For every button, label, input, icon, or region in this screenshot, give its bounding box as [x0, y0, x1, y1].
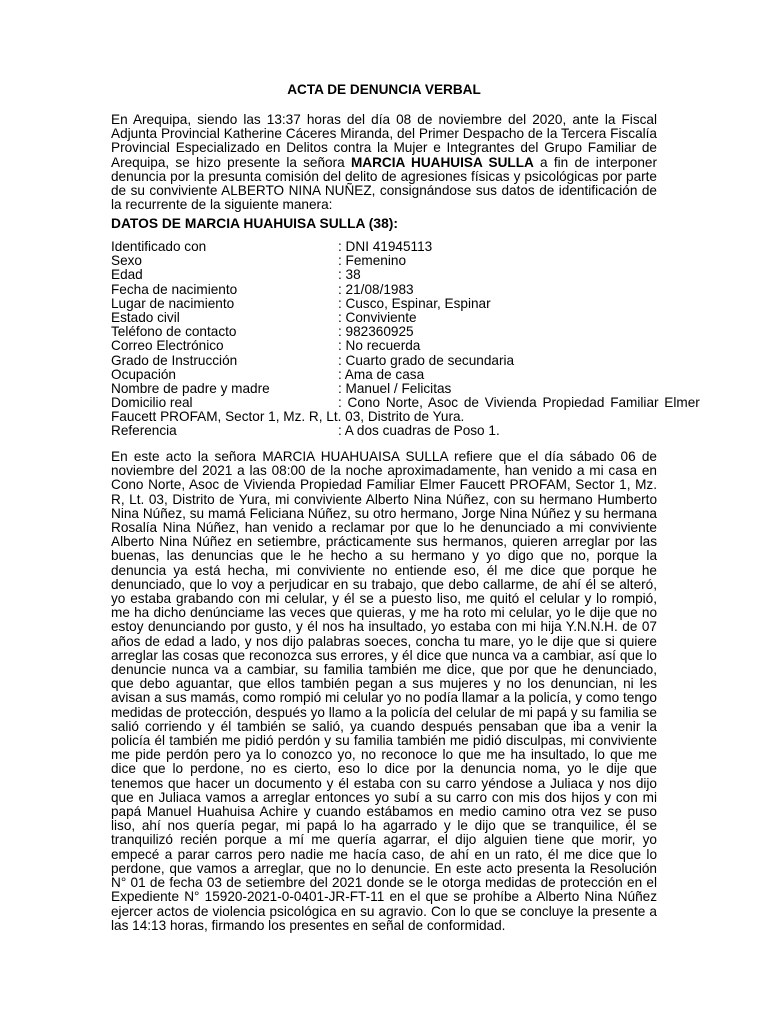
field-label: Identificado con: [111, 239, 207, 254]
field-value: : 21/08/1983: [338, 281, 414, 297]
field-value: : A dos cuadras de Poso 1.: [338, 423, 500, 439]
field-row: [111, 368, 657, 382]
domicilio-row: [111, 395, 700, 425]
field-value: : Ama de casa: [338, 366, 425, 382]
domicilio-value-line2: Faucett PROFAM, Sector 1, Mz. R, Lt. 03, Distrito de Yura.: [111, 409, 465, 425]
field-row: [111, 325, 657, 339]
field-row: [111, 240, 657, 254]
field-row: [111, 254, 657, 268]
field-label: Sexo: [111, 253, 142, 269]
field-row: [111, 354, 657, 368]
field-label: Teléfono de contacto: [111, 324, 237, 340]
intro-text-3: , consignándose sus datos de identificación de la recurrente de la siguiente manera:: [111, 183, 657, 213]
document-title: ACTA DE DENUNCIA VERBAL: [287, 82, 481, 97]
field-row: [111, 297, 657, 311]
field-value: : Conviviente: [338, 309, 417, 325]
field-row: [111, 311, 657, 325]
field-label: Correo Electrónico: [111, 338, 224, 354]
field-label: Grado de Instrucción: [111, 352, 238, 368]
field-label: Lugar de nacimiento: [111, 295, 235, 311]
field-label: Nombre de padre y madre: [111, 380, 270, 396]
field-value: : DNI 41945113: [338, 239, 433, 254]
identification-fields: [111, 239, 700, 439]
intro-paragraph: [111, 113, 657, 212]
intro-text-1: En Arequipa, siendo las 13:37 horas del día 08 de noviembre del 2020, ante la Fiscal Adjunta Provincial Katherine Cáceres Miranda, del Primer Despacho de la Tercera Fiscalía Provincial Especializado en Delitos contra la Mujer e Integrantes del Grupo Familiar de Arequipa, se hizo presente la señora: [111, 112, 657, 170]
section-heading: DATOS DE MARCIA HUAHUISA SULLA (38):: [111, 216, 398, 231]
field-label: Estado civil: [111, 309, 180, 325]
field-row: [111, 339, 657, 353]
field-value: : No recuerda: [338, 338, 421, 354]
field-value: : Cuarto grado de secundaria: [338, 352, 515, 368]
field-row: [111, 283, 657, 297]
field-row: [111, 424, 657, 438]
field-label: Fecha de nacimiento: [111, 281, 238, 297]
field-row: [111, 382, 657, 396]
field-row: [111, 268, 657, 282]
field-value: : Manuel / Felicitas: [338, 380, 452, 396]
field-value: : 982360925: [338, 324, 414, 340]
field-label: Edad: [111, 267, 143, 283]
intro-text-2: a fin de interponer denuncia por la presunta comisión del delito de agresiones físicas y psicológicas por parte de su conviviente ALBERTO NINA NUÑEZ: [111, 154, 658, 199]
narrative-paragraph: En este acto la señora MARCIA HUAHUAISA SULLA refiere que el día sábado 06 de noviembre del 2021 a las 08:00 de la noche aproximadamente, han venido a mi casa en Cono Norte, Asoc de Vivienda Propiedad Familiar Elmer Faucett PROFAM, Sector 1, Mz. R, Lt. 03, Distrito de Yura, mi conviviente Alberto Nina Núñez, con su hermano Humberto Nina Núñez, su mamá Feliciana Núñez, su otro hermano, Jorge Nina Núñez y su hermana Rosalía Nina Núñez, han venido a reclamar por que lo he denunciado a mi conviviente Alberto Nina Núñez en setiembre, prácticamente sus hermanos, quieren arreglar por las buenas, las denuncias que le he hecho a su hermano y yo digo que no, porque la denuncia ya está hecha, mi conviviente no entiende eso, él me dice que porque he denunciado, que lo voy a perjudicar en su trabajo, que debo callarme, de ahí él se alteró, yo estaba grabando con mi celular, y él se a puesto liso, me quitó el celular y lo rompió, me ha dicho denúnciame las veces que quieras, y me ha roto mi celular, yo le dije que no estoy denunciando por gusto, y él nos ha insultado, yo estaba con mi hija Y.N.N.H. de 07 años de edad a lado, y nos dijo palabras soeces, concha tu mare, yo le dije que si quiere arreglar las cosas que reconozca sus errores, y él dice que nunca va a cambiar, así que lo denuncie nunca va a cambiar, su familia también me dice, que por que he denunciado, que debo aguantar, que ellos también pegan a sus mujeres y no los denuncian, ni les avisan a sus mamás, como rompió mi celular yo no podía llamar a la policía, y como tengo medidas de protección, después yo llamo a la policía del celular de mi papá y su familia se salió corriendo y él también se salió, ya cuando después pensaban que iba a venir la policía él también me pidió perdón y su familia también me pidió disculpas, mi conviviente me pide perdón pero ya lo conozco yo, no reconoce lo que me ha insultado, lo que me dice que lo perdone, no es cierto, eso lo dice por la denuncia noma, yo le dije que tenemos que hacer un documento y él estaba con su carro yéndose a Juliaca y nos dijo que en Juliaca vamos a arreglar entonces yo subí a su carro con mis dos hijos y con mi papá Manuel Huahuisa Achire y cuando estábamos en medio camino otra vez se puso liso, ahí nos quería pegar, mi papá lo ha agarrado y le dijo que se tranquilice, él se tranquilizó recién porque a mí me quería agarrar, el dijo alguien tiene que morir, yo empecé a parar carros pero nadie me hacía caso, de ahí en un rato, él me dice que lo perdone, que vamos a arreglar, que no lo denuncie. En este acto presenta la Resolución N° 01 de fecha 03 de setiembre del 2021 donde se le otorga medidas de protección en el Expediente N° 15920-2021-0-0401-JR-FT-11 en el que se prohíbe a Alberto Nina Núñez ejercer actos de violencia psicológica en su agravio. Con lo que se concluye la presente a las 14:13 horas, firmando los presentes en señal de conformidad.: [111, 449, 657, 933]
field-label: Domicilio real: [111, 395, 193, 411]
complainant-name: MARCIA HUAHUISA SULLA: [350, 154, 534, 170]
field-value: : 38: [338, 267, 361, 283]
field-label: Referencia: [111, 423, 177, 439]
field-value: : Femenino: [338, 253, 407, 269]
field-value: : Cusco, Espinar, Espinar: [338, 295, 491, 311]
domicilio-value-line1: : Cono Norte, Asoc de Vivienda Propiedad Familiar Elmer: [338, 395, 700, 411]
field-label: Ocupación: [111, 366, 176, 382]
